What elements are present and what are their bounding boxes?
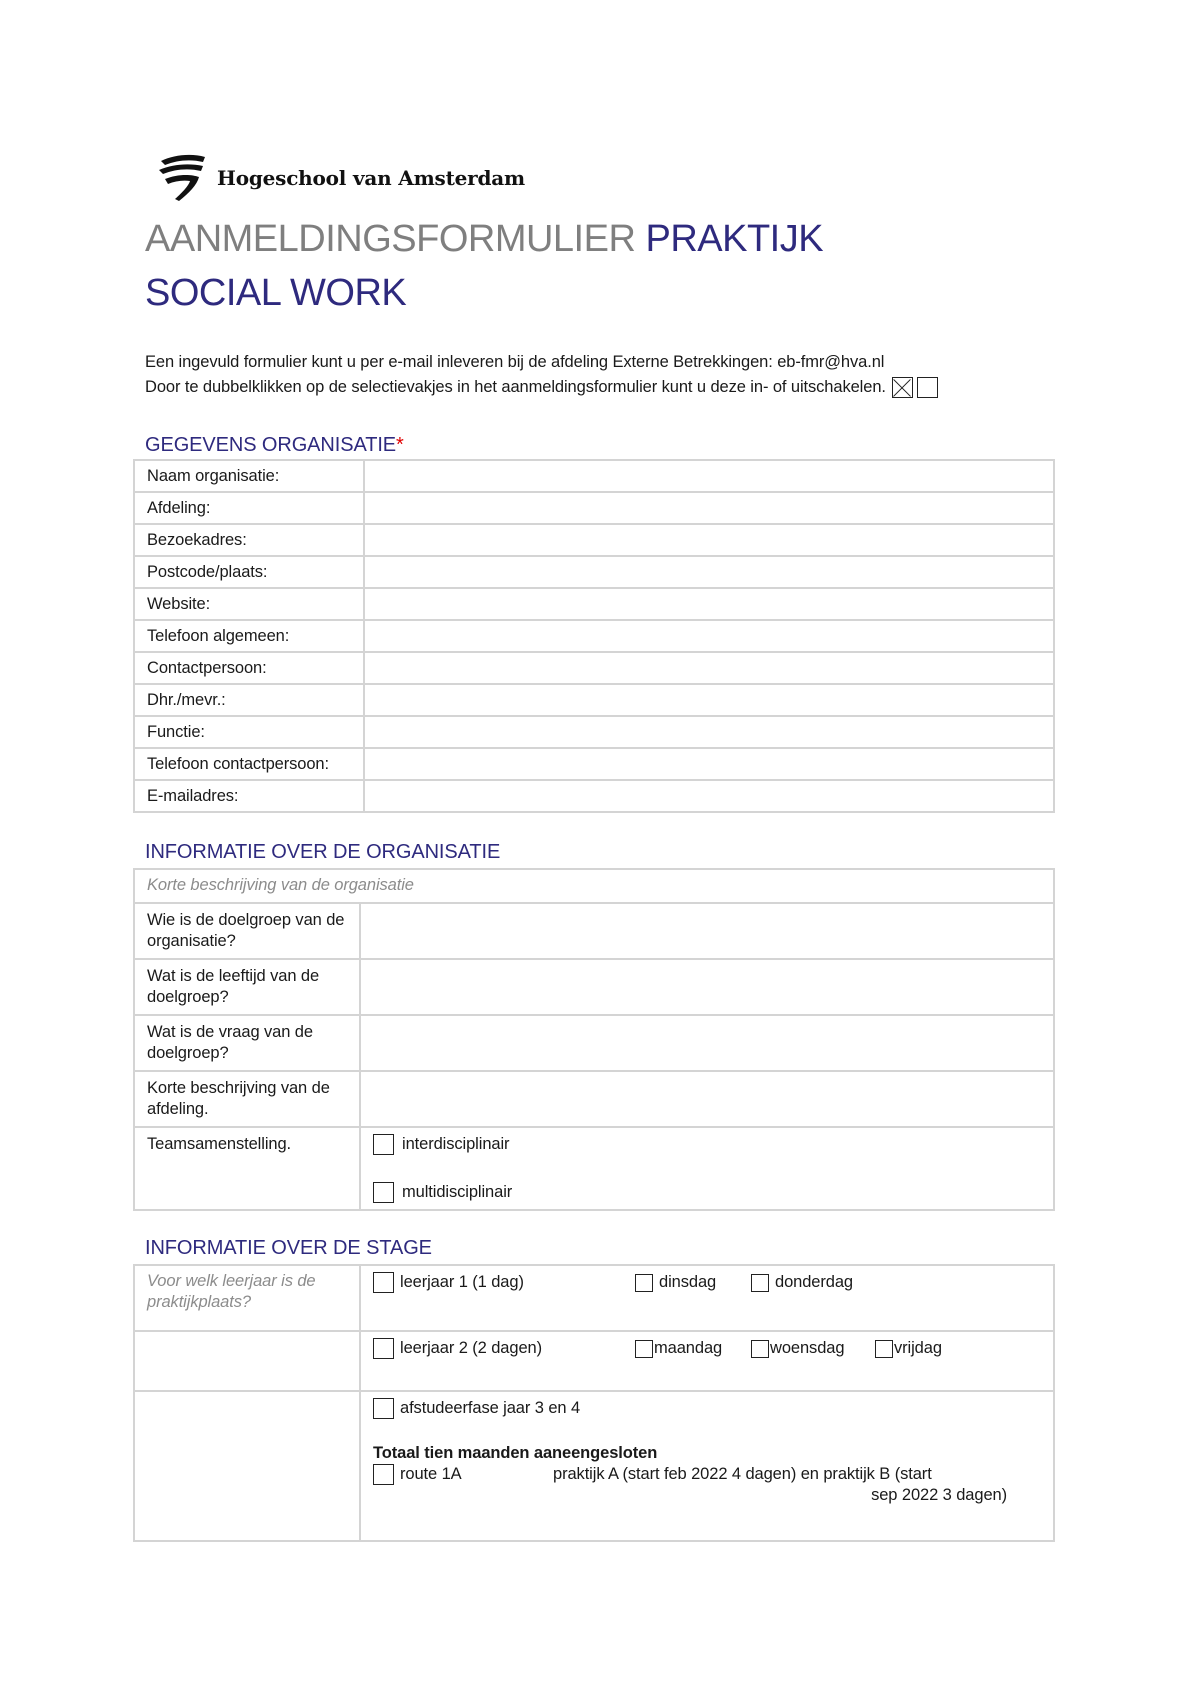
year2-checkbox[interactable] bbox=[373, 1338, 394, 1359]
section1-heading-text: GEGEVENS ORGANISATIE bbox=[145, 434, 397, 456]
intro-line-2-row bbox=[145, 375, 1055, 400]
final-phase-checkbox[interactable] bbox=[373, 1398, 394, 1419]
target-need-input[interactable] bbox=[360, 1015, 1054, 1071]
table-row bbox=[134, 716, 1054, 748]
question-label: Wie is de doelgroep van de organisatie? bbox=[134, 903, 360, 959]
empty-label-cell bbox=[134, 1331, 360, 1391]
title-part-navy: PRAKTIJK bbox=[645, 218, 824, 260]
contact-person-input[interactable] bbox=[364, 652, 1054, 684]
table-row bbox=[134, 492, 1054, 524]
field-label: Bezoekadres: bbox=[134, 524, 364, 556]
table-row bbox=[134, 1391, 1054, 1541]
question-label: Wat is de vraag van de doelgroep? bbox=[134, 1015, 360, 1071]
table-row bbox=[134, 1071, 1054, 1127]
year1-option bbox=[373, 1272, 635, 1293]
table-row bbox=[134, 1331, 1054, 1391]
email-input[interactable] bbox=[364, 780, 1054, 812]
internship-info-table bbox=[133, 1264, 1055, 1542]
field-label: E-mailadres: bbox=[134, 780, 364, 812]
logo bbox=[157, 150, 1055, 206]
table-row bbox=[134, 1127, 1054, 1210]
option-label: maandag bbox=[654, 1339, 723, 1357]
required-mark: * bbox=[396, 434, 404, 456]
multidisciplinary-checkbox[interactable] bbox=[373, 1182, 394, 1203]
website-input[interactable] bbox=[364, 588, 1054, 620]
department-input[interactable] bbox=[364, 492, 1054, 524]
final-phase-cell bbox=[360, 1391, 1054, 1541]
wednesday-option bbox=[751, 1338, 875, 1359]
department-description-input[interactable] bbox=[360, 1071, 1054, 1127]
organisation-name-input[interactable] bbox=[364, 460, 1054, 492]
phone-general-input[interactable] bbox=[364, 620, 1054, 652]
option-label: multidisciplinair bbox=[402, 1183, 513, 1201]
table-row bbox=[134, 620, 1054, 652]
friday-option bbox=[875, 1338, 942, 1359]
option-label: woensdag bbox=[770, 1339, 845, 1357]
field-label: Afdeling: bbox=[134, 492, 364, 524]
question-label: Korte beschrijving van de afdeling. bbox=[134, 1071, 360, 1127]
field-label: Functie: bbox=[134, 716, 364, 748]
target-group-input[interactable] bbox=[360, 903, 1054, 959]
function-input[interactable] bbox=[364, 716, 1054, 748]
field-label: Postcode/plaats: bbox=[134, 556, 364, 588]
monday-checkbox[interactable] bbox=[635, 1340, 653, 1358]
field-label: Telefoon algemeen: bbox=[134, 620, 364, 652]
option-label: route 1A bbox=[400, 1465, 462, 1483]
table-row bbox=[134, 588, 1054, 620]
team-option-interdisciplinary bbox=[373, 1134, 1041, 1155]
total-duration-text: Totaal tien maanden aaneengesloten bbox=[373, 1444, 658, 1462]
document-page bbox=[145, 150, 1055, 1542]
team-label: Teamsamenstelling. bbox=[134, 1127, 360, 1210]
field-label: Naam organisatie: bbox=[134, 460, 364, 492]
logo-text: Hogeschool van Amsterdam bbox=[217, 166, 525, 190]
title-part-navy-line2: SOCIAL WORK bbox=[145, 272, 407, 314]
option-label: interdisciplinair bbox=[402, 1135, 510, 1153]
team-option-multidisciplinary bbox=[373, 1182, 1041, 1203]
option-label: vrijdag bbox=[894, 1339, 942, 1357]
option-label: leerjaar 1 (1 dag) bbox=[400, 1273, 524, 1291]
route-description-line2: sep 2022 3 dagen) bbox=[871, 1486, 1007, 1504]
route-option bbox=[373, 1464, 553, 1485]
year2-cell bbox=[360, 1331, 1054, 1391]
table-row bbox=[134, 959, 1054, 1015]
option-label: dinsdag bbox=[659, 1273, 717, 1291]
interdisciplinary-checkbox[interactable] bbox=[373, 1134, 394, 1155]
title-part-grey: AANMELDINGSFORMULIER bbox=[145, 218, 636, 260]
table-row bbox=[134, 903, 1054, 959]
table-row bbox=[134, 869, 1054, 903]
organisation-description-input[interactable]: Korte beschrijving van de organisatie bbox=[134, 869, 1054, 903]
organisation-details-table bbox=[133, 459, 1055, 813]
table-row bbox=[134, 1265, 1054, 1331]
table-row bbox=[134, 652, 1054, 684]
organisation-info-table bbox=[133, 868, 1055, 1211]
field-label: Website: bbox=[134, 588, 364, 620]
table-row bbox=[134, 684, 1054, 716]
visit-address-input[interactable] bbox=[364, 524, 1054, 556]
table-row bbox=[134, 1015, 1054, 1071]
example-checked-checkbox[interactable] bbox=[892, 377, 913, 398]
year1-cell bbox=[360, 1265, 1054, 1331]
option-label: leerjaar 2 (2 dagen) bbox=[400, 1339, 543, 1357]
table-row bbox=[134, 556, 1054, 588]
example-unchecked-checkbox[interactable] bbox=[917, 377, 938, 398]
tuesday-option bbox=[635, 1272, 751, 1293]
field-label: Dhr./mevr.: bbox=[134, 684, 364, 716]
option-label: afstudeerfase jaar 3 en 4 bbox=[400, 1399, 581, 1417]
monday-option bbox=[635, 1338, 751, 1359]
route-description: praktijk A (start feb 2022 4 dagen) en praktijk B (start bbox=[553, 1465, 932, 1483]
intro-line-2: Door te dubbelklikken op de selectievakjes in het aanmeldingsformulier kunt u deze in- of uitschakelen. bbox=[145, 378, 886, 396]
table-row bbox=[134, 460, 1054, 492]
table-row bbox=[134, 780, 1054, 812]
hva-logo-icon bbox=[157, 153, 209, 203]
phone-contact-input[interactable] bbox=[364, 748, 1054, 780]
thursday-checkbox[interactable] bbox=[751, 1274, 769, 1292]
section-heading-internship-info: INFORMATIE OVER DE STAGE bbox=[145, 1237, 432, 1259]
route-row bbox=[373, 1464, 1041, 1485]
option-label: donderdag bbox=[775, 1273, 854, 1291]
empty-label-cell bbox=[134, 1391, 360, 1541]
table-row bbox=[134, 524, 1054, 556]
friday-checkbox[interactable] bbox=[875, 1340, 893, 1358]
postcode-city-input[interactable] bbox=[364, 556, 1054, 588]
page-title bbox=[145, 212, 1055, 320]
table-row bbox=[134, 748, 1054, 780]
final-phase-option bbox=[373, 1398, 580, 1419]
question-label: Wat is de leeftijd van de doelgroep? bbox=[134, 959, 360, 1015]
team-options-cell bbox=[360, 1127, 1054, 1210]
year2-option bbox=[373, 1338, 635, 1359]
target-age-input[interactable] bbox=[360, 959, 1054, 1015]
section-heading-organisation-info: INFORMATIE OVER DE ORGANISATIE bbox=[145, 841, 501, 863]
salutation-input[interactable] bbox=[364, 684, 1054, 716]
year1-checkbox[interactable] bbox=[373, 1272, 394, 1293]
field-label: Telefoon contactpersoon: bbox=[134, 748, 364, 780]
route-1a-checkbox[interactable] bbox=[373, 1464, 394, 1485]
section-heading-organisation bbox=[145, 434, 1055, 457]
year-question-label: Voor welk leerjaar is de praktijkplaats? bbox=[134, 1265, 360, 1331]
thursday-option bbox=[751, 1272, 853, 1293]
intro-text bbox=[145, 350, 1055, 400]
wednesday-checkbox[interactable] bbox=[751, 1340, 769, 1358]
intro-line-1: Een ingevuld formulier kunt u per e-mail inleveren bij de afdeling Externe Betrekkingen: eb-fmr@hva.nl bbox=[145, 353, 885, 371]
field-label: Contactpersoon: bbox=[134, 652, 364, 684]
tuesday-checkbox[interactable] bbox=[635, 1274, 653, 1292]
